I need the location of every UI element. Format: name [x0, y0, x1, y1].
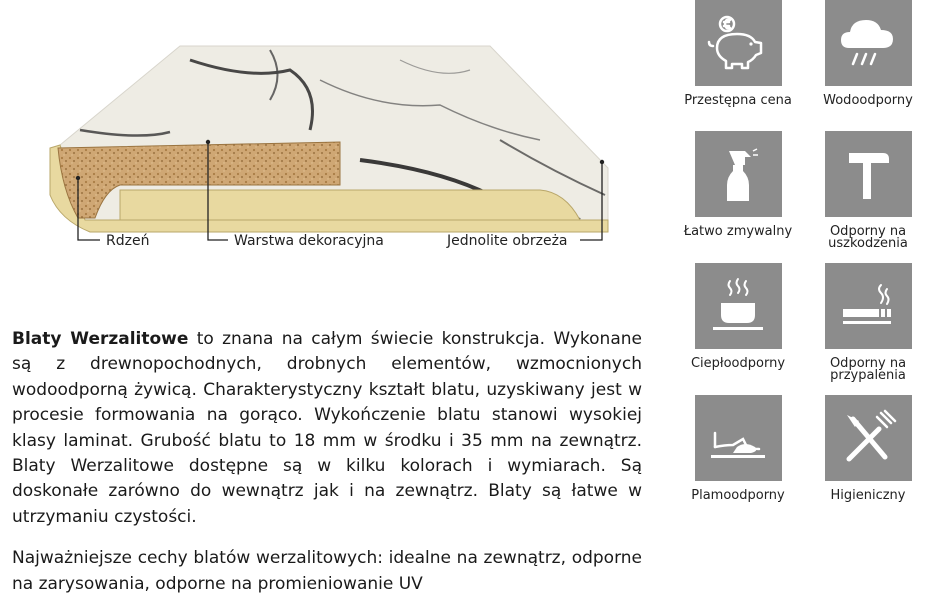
feature-hygienic	[803, 395, 926, 502]
spill-glass-icon	[703, 403, 773, 473]
feature-burn-resistant	[803, 263, 926, 382]
feature-label: Ciepłoodporny	[690, 356, 786, 371]
rain-cloud-icon	[833, 8, 903, 78]
piggy-bank-euro-icon	[703, 8, 773, 78]
feature-heat-resistant	[673, 263, 803, 370]
feature-tile	[695, 0, 782, 86]
feature-damage-resistant	[803, 131, 926, 250]
feature-tile	[825, 0, 912, 86]
feature-label: Łatwo zmywalny	[683, 224, 793, 239]
feature-label: Przestępna cena	[684, 93, 792, 108]
tabletop-cross-section-diagram	[20, 20, 620, 270]
feature-label: Odporny na przypalenia	[829, 356, 907, 383]
product-name: Blaty Werzalitowe	[12, 329, 189, 349]
product-description	[12, 327, 642, 597]
feature-tile	[825, 131, 912, 217]
spray-bottle-icon	[703, 139, 773, 209]
feature-waterproof	[803, 0, 926, 107]
description-text: to znana na całym świecie konstrukcja. Wykonane są z drewnopochodnych, drobnych elementów, wzmocnionych wodoodporną żywicą. Charakterystyczny kształt blatu, uzyskiwany jest w procesie formowania na gorąco. Wykończenie blatu stanowi wysokiej klasy laminat. Grubość blatu to 18 mm w środku i 35 mm na zewnątrz. Blaty Werzalitowe dostępne są w kilku kolorach i wymiarach. Są doskonałe zarówno do wewnątrz jak i na zewnątrz. Blaty są łatwe w utrzymaniu czystości.	[12, 329, 642, 527]
feature-tile	[695, 131, 782, 217]
feature-tile	[825, 263, 912, 349]
feature-tile	[695, 263, 782, 349]
description-paragraph-1	[12, 327, 642, 530]
fork-knife-icon	[833, 403, 903, 473]
label-decor-layer: Warstwa dekoracyjna	[234, 233, 384, 249]
feature-tile	[825, 395, 912, 481]
feature-tile	[695, 395, 782, 481]
hot-pot-icon	[703, 271, 773, 341]
feature-label: Odporny na uszkodzenia	[828, 224, 908, 251]
cigarette-icon	[833, 271, 903, 341]
feature-stain-resistant	[673, 395, 803, 502]
label-edge: Jednolite obrzeża	[447, 233, 568, 249]
cross-section-illustration	[20, 20, 620, 270]
feature-price	[673, 0, 803, 107]
feature-label: Plamoodporny	[691, 488, 785, 503]
hammer-icon	[833, 139, 903, 209]
label-core: Rdzeń	[106, 233, 150, 249]
description-paragraph-2: Najważniejsze cechy blatów werzalitowych: idealne na zewnątrz, odporne na zarysowania, odporne na promieniowanie UV	[12, 548, 642, 594]
feature-washable	[673, 131, 803, 238]
feature-label: Higieniczny	[830, 488, 906, 503]
feature-label: Wodoodporny	[823, 93, 913, 108]
